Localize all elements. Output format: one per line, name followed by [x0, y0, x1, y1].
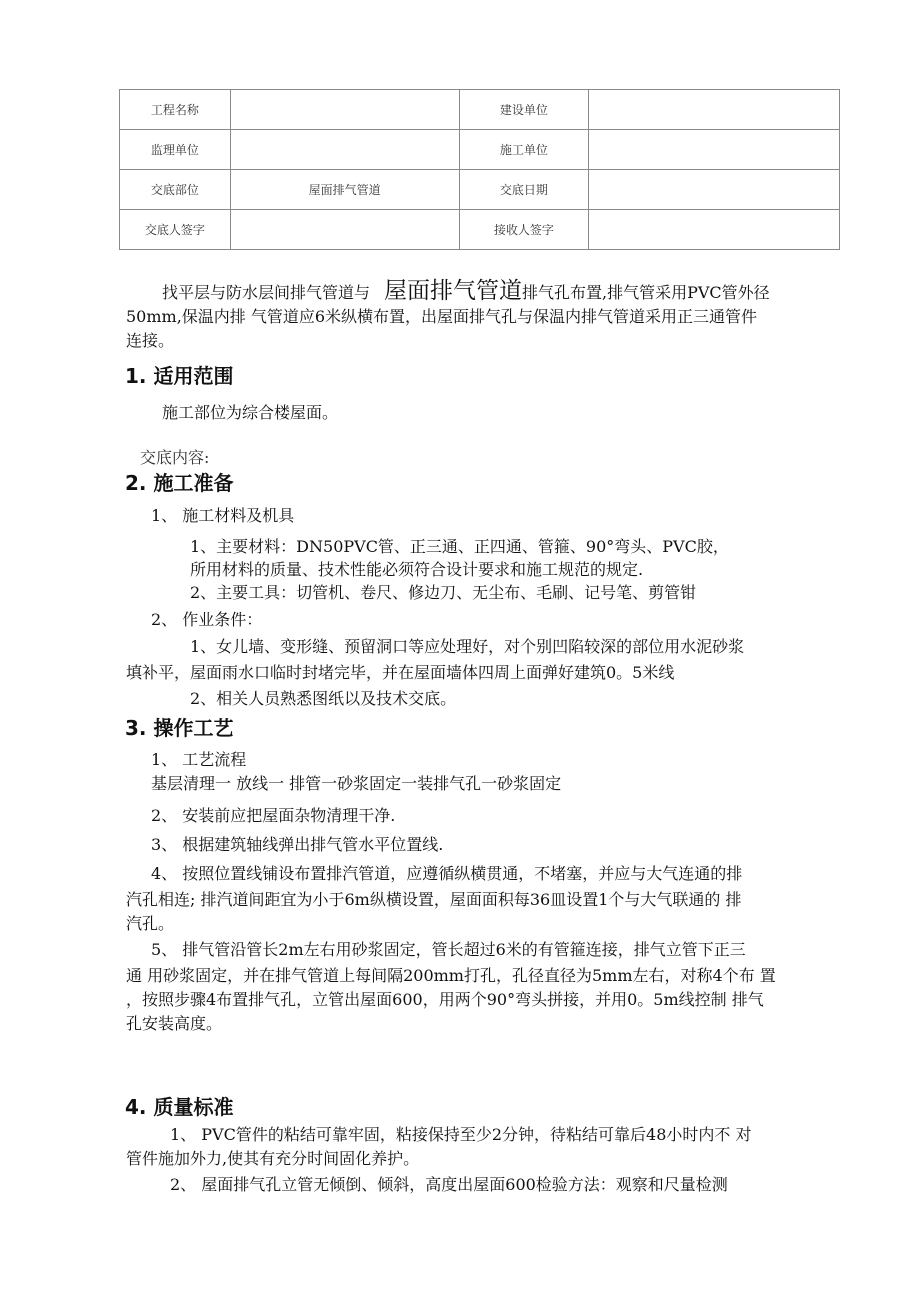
value-owner-unit[interactable]	[589, 90, 840, 130]
label-receiver-signature: 接收人签字	[459, 210, 589, 250]
s2-item-1-2: 2、主要工具：切管机、卷尺、修边刀、无尘布、毛刷、记号笔、剪管钳	[190, 583, 697, 602]
label-handover-date: 交底日期	[459, 170, 589, 210]
section-1-text: 施工部位为综合楼屋面。	[162, 403, 339, 422]
label-supervision-unit: 监理单位	[120, 130, 231, 170]
label-project-name: 工程名称	[120, 90, 231, 130]
s3-item-3: 3、 根据建筑轴线弹出排气管水平位置线.	[151, 835, 444, 854]
value-handover-date[interactable]	[589, 170, 840, 210]
s4-item-1a: 1、 PVC管件的粘结可靠牢固，粘接保持至少2分钟，待粘结可靠后48小时内不 对	[170, 1125, 752, 1144]
value-construction-unit[interactable]	[589, 130, 840, 170]
s3-item-5b: 通 用砂浆固定，并在排气管道上每间隔200mm打孔，孔径直径为5mm左右，对称4个布 置	[126, 966, 776, 985]
s4-item-1b: 管件施加外力,使其有充分时间固化养护。	[126, 1149, 420, 1168]
label-handover-part: 交底部位	[120, 170, 231, 210]
intro-line-2: 50mm,保温内排 气管道应6米纵横布置，出屋面排气孔与保温内排气管道采用正三通管件	[126, 307, 758, 326]
intro-text: 找平层与防水层间排气管道与	[162, 283, 371, 302]
s2-item-1: 1、 施工材料及机具	[151, 506, 295, 525]
intro-line-1	[162, 272, 770, 305]
table-row	[120, 90, 840, 130]
label-owner-unit: 建设单位	[459, 90, 589, 130]
value-handover-part[interactable]: 屋面排气管道	[230, 170, 459, 210]
s3-item-5a: 5、 排气管沿管长2m左右用砂浆固定，管长超过6米的有管箍连接，排气立管下正三	[151, 940, 746, 959]
section-3-heading: 3. 操作工艺	[125, 716, 234, 740]
s2-item-2-1a: 1、女儿墙、变形缝、预留洞口等应处理好，对个别凹陷较深的部位用水泥砂浆	[190, 637, 745, 656]
handover-info-table	[119, 89, 840, 250]
s3-item-5c: ，按照步骤4布置排气孔，立管出屋面600，用两个90°弯头拼接，并用0。5m线控制 排气	[126, 990, 764, 1009]
value-handover-signature[interactable]	[230, 210, 459, 250]
section-1-heading: 1. 适用范围	[125, 364, 234, 388]
s3-item-1: 1、 工艺流程	[151, 750, 247, 769]
s2-item-1-1a: 1、主要材料：DN50PVC管、正三通、正四通、管箍、90°弯头、PVC胶，	[190, 537, 729, 556]
s2-item-2: 2、 作业条件：	[151, 610, 263, 629]
table-row	[120, 170, 840, 210]
s3-flow: 基层清理一 放线一 排管一砂浆固定一装排气孔一砂浆固定	[151, 774, 562, 793]
s3-item-5d: 孔安装高度。	[126, 1014, 223, 1033]
section-2-heading: 2. 施工准备	[125, 471, 234, 495]
table-row	[120, 210, 840, 250]
s2-item-1-1b: 所用材料的质量、技术性能必须符合设计要求和施工规范的规定.	[190, 560, 644, 579]
value-project-name[interactable]	[230, 90, 459, 130]
intro-line-3: 连接。	[126, 331, 175, 350]
table-row	[120, 130, 840, 170]
intro-text: 排气孔布置,排气管采用PVC管外径	[522, 283, 770, 302]
s4-item-2: 2、 屋面排气孔立管无倾倒、倾斜，高度出屋面600检验方法：观察和尺量检测	[170, 1175, 728, 1194]
s2-item-2-2: 2、相关人员熟悉图纸以及技术交底。	[190, 689, 457, 708]
content-label: 交底内容:	[140, 448, 210, 467]
s3-item-4a: 4、 按照位置线铺设布置排汽管道，应遵循纵横贯通，不堵塞，并应与大气连通的排	[151, 864, 743, 883]
s2-item-2-1b: 填补平，屋面雨水口临时封堵完毕，并在屋面墙体四周上面弹好建筑0。5米线	[126, 663, 675, 682]
s3-item-2: 2、 安装前应把屋面杂物清理干净.	[151, 806, 396, 825]
s3-item-4c: 汽孔。	[126, 914, 175, 933]
value-supervision-unit[interactable]	[230, 130, 459, 170]
intro-highlight: 屋面排气管道	[384, 278, 523, 304]
label-construction-unit: 施工单位	[459, 130, 589, 170]
section-4-heading: 4. 质量标准	[125, 1095, 234, 1119]
value-receiver-signature[interactable]	[589, 210, 840, 250]
s3-item-4b: 汽孔相连; 排汽道间距宜为小于6m纵横设置，屋面面积每36皿设置1个与大气联通的 排	[126, 890, 742, 909]
label-handover-signature: 交底人签字	[120, 210, 231, 250]
